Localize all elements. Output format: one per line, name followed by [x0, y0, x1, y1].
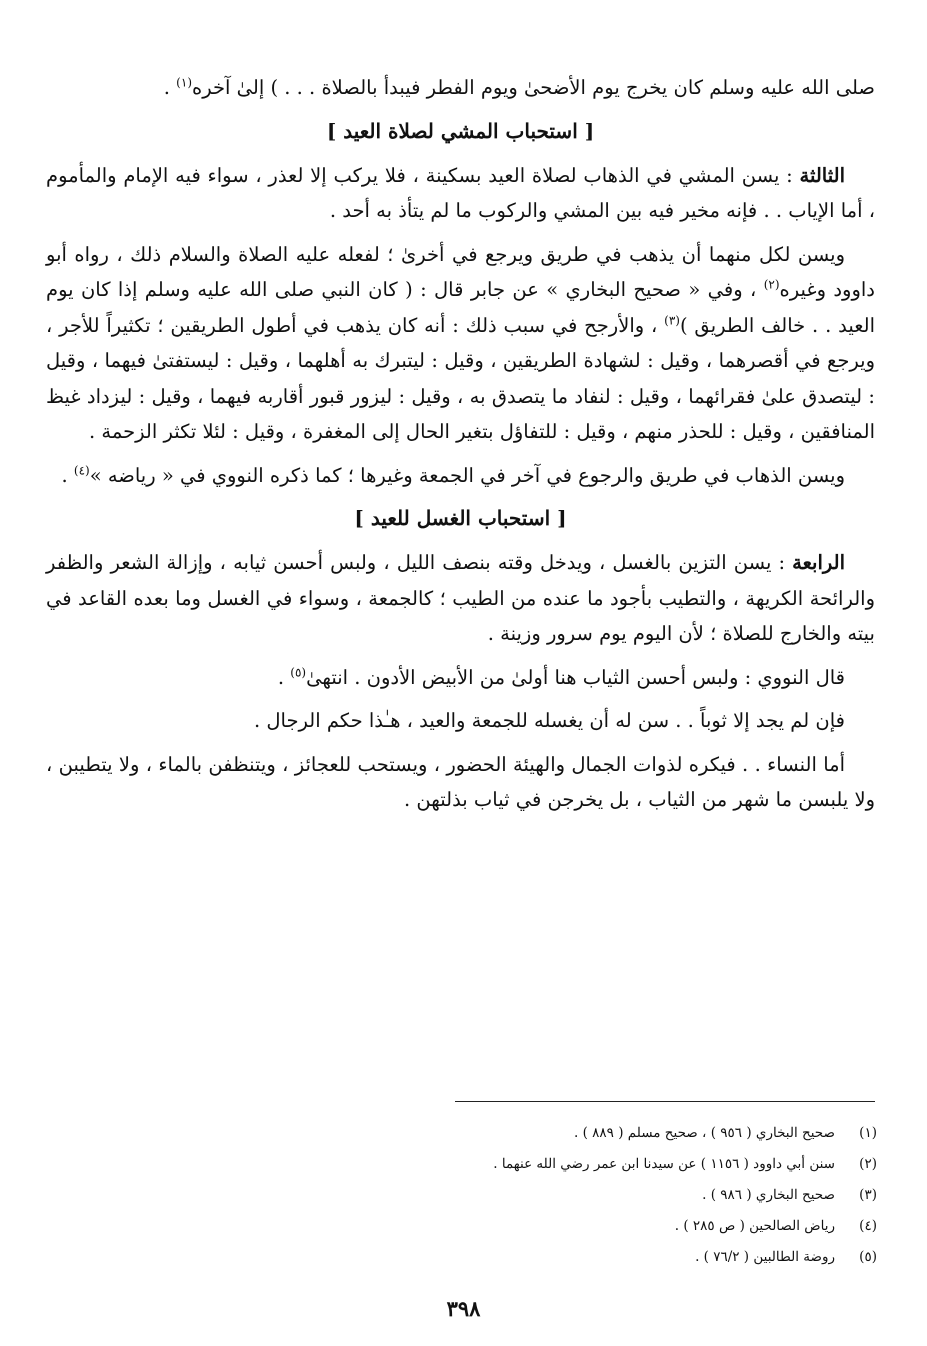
footnote-ref[interactable]: (٤) [73, 463, 90, 477]
footnote-text: روضة الطالبين ( ٧٦/٢ ) . [695, 1249, 835, 1265]
footnote-text: صحيح البخاري ( ٩٨٦ ) . [702, 1187, 835, 1203]
footnote-ref[interactable]: (١) [176, 75, 192, 90]
paragraph-text: . [163, 76, 177, 99]
paragraph-text: قال النووي : ولبس أحسن الثياب هنا أولىٰ من الأبيض الأدون . انتهىٰ [306, 665, 845, 689]
paragraph-single-garment: فإن لم يجد إلا ثوباً . . سن له أن يغسله للجمعة والعيد ، هـٰذا حكم الرجال . [253, 709, 845, 732]
paragraph-lead: الثالثة [799, 163, 845, 187]
footnote-item [380, 1242, 877, 1273]
footnote-number: (٥) [859, 1249, 877, 1265]
section-heading-walking: [ استحباب المشي لصلاة العيد ] [326, 118, 595, 143]
footnote-number: (٣) [859, 1187, 877, 1203]
footnote-item [380, 1149, 877, 1180]
paragraph-intro [46, 70, 875, 106]
paragraph-text: صلى الله عليه وسلم كان يخرج يوم الأضحىٰ ويوم الفطر فيبدأ بالصلاة . . . ) إلىٰ آخره [192, 76, 875, 99]
footnote-divider [455, 1101, 875, 1102]
paragraph-text: . [61, 463, 74, 487]
paragraph-fourth [46, 545, 875, 652]
footnote-number: (٤) [859, 1218, 877, 1234]
footnote-text: رياض الصالحين ( ص ٢٨٥ ) . [674, 1218, 835, 1234]
footnote-ref[interactable]: (٥) [290, 665, 307, 679]
paragraph-lead: الرابعة [792, 551, 845, 574]
paragraph-text: : يسن التزين بالغسل ، ويدخل وقته بنصف الليل ، ولبس أحسن ثيابه ، وإزالة الشعر والظفر والرائحة الكريهة ، والتطيب بأجود ما عنده من الطيب ؛ كالجمعة ، وسواء في الغسل وما بعده القاعد في بيته والخارج للصلاة ؛ لأن اليوم يوم سرور وزينة . [46, 551, 875, 645]
footnote-item [380, 1211, 877, 1242]
footnote-item [380, 1118, 877, 1149]
footnote-number: (١) [859, 1125, 877, 1141]
page-number: ٣٩٨ [446, 1296, 481, 1321]
footnote-ref[interactable]: (٢) [763, 277, 780, 292]
footnotes [380, 1118, 877, 1273]
paragraph-routes [46, 237, 875, 450]
footnote-number: (٢) [859, 1156, 877, 1172]
paragraph-text: ، والأرجح في سبب ذلك : أنه كان يذهب في أطول الطريقين ؛ تكثيراً للأجر ، ويرجع في أقصرهما ، وقيل : لشهادة الطريقين ، وقيل : ليتبرك به أهلهما ، وقيل : ليستفتىٰ فيهما ، وقيل : ليتصدق علىٰ فقرائهما ، وقيل : لنفاد ما يتصدق به ، وقيل : ليزور قبور أقاربه فيهما ، وقيل : ليزداد غيظ المنافقين ، وقيل : للحذر منهم ، وقيل : للتفاؤل بتغير الحال إلى المغفرة ، وقيل : لئلا تكثر الزحمة . [46, 313, 875, 443]
section-heading-ghusl: [ استحباب الغسل للعيد ] [354, 506, 567, 530]
footnote-text: صحيح البخاري ( ٩٥٦ ) ، صحيح مسلم ( ٨٨٩ ) . [574, 1125, 835, 1141]
paragraph-text: ويسن لكل منهما أن يذهب في طريق ويرجع في أخرىٰ ؛ لفعله عليه الصلاة والسلام ذلك ، رواه أبو داوود وغيره [46, 242, 875, 301]
paragraph-text: ، وفي « صحيح البخاري » عن جابر قال : ( كان النبي صلى الله عليه وسلم إذا كان يوم العيد . . خالف الطريق ) [46, 278, 875, 337]
paragraph-third [46, 158, 875, 229]
footnote-text: سنن أبي داوود ( ١١٥٦ ) عن سيدنا ابن عمر رضي الله عنهما . [493, 1156, 835, 1172]
paragraph-friday [46, 458, 875, 494]
paragraph-text: ويسن الذهاب في طريق والرجوع في آخر في الجمعة وغيرها ؛ كما ذكره النووي في « رياضه » [89, 463, 845, 487]
paragraph-nawawi [46, 660, 875, 696]
paragraph-text: : يسن المشي في الذهاب لصلاة العيد بسكينة ، فلا يركب إلا لعذر ، سواء فيه الإمام والمأموم ، أما الإياب . . فإنه مخير فيه بين المشي والركوب ما لم يتأذ به أحد . [46, 163, 875, 222]
page-body [46, 70, 875, 826]
footnote-item [380, 1180, 877, 1211]
paragraph-women: أما النساء . . فيكره لذوات الجمال والهيئة الحضور ، ويستحب للعجائز ، ويتنظفن بالماء ، ولا يتطيبن ، ولا يلبسن ما شهر من الثياب ، بل يخرجن في ثياب بذلتهن . [46, 752, 875, 811]
paragraph-text: . [277, 665, 291, 689]
footnote-ref[interactable]: (٣) [664, 313, 680, 327]
